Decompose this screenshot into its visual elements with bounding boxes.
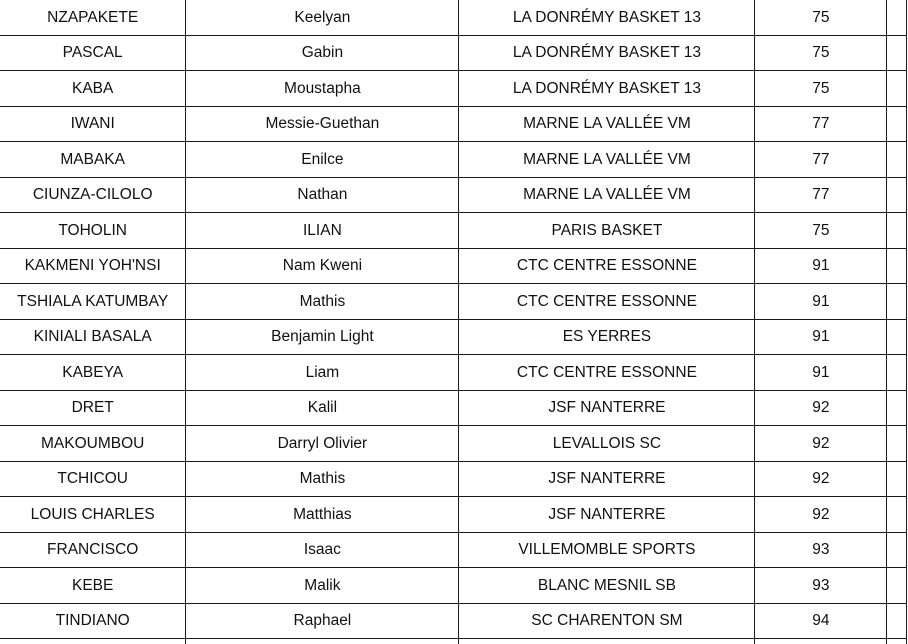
department-cell: 92 bbox=[755, 461, 887, 497]
edge-cell bbox=[887, 284, 907, 320]
edge-cell bbox=[887, 497, 907, 533]
last-name-cell: IWANI bbox=[0, 106, 186, 142]
last-name-cell: KABEYA bbox=[0, 355, 186, 391]
club-cell: MARNE LA VALLÉE VM bbox=[459, 142, 755, 178]
table-row bbox=[0, 461, 907, 497]
edge-cell bbox=[887, 355, 907, 391]
club-cell: CTC CENTRE ESSONNE bbox=[459, 284, 755, 320]
last-name-cell: MABAKA bbox=[0, 142, 186, 178]
club-cell: MARNE LA VALLÉE VM bbox=[459, 177, 755, 213]
department-cell: 93 bbox=[755, 532, 887, 568]
table-row bbox=[0, 568, 907, 604]
club-cell: LA DONRÉMY BASKET 13 bbox=[459, 0, 755, 35]
first-name-cell: Benjamin Light bbox=[186, 319, 459, 355]
edge-cell bbox=[887, 390, 907, 426]
department-cell: 92 bbox=[755, 426, 887, 462]
table-row bbox=[0, 284, 907, 320]
first-name-cell: Kalil bbox=[186, 390, 459, 426]
table-row bbox=[0, 35, 907, 71]
table-row bbox=[0, 355, 907, 391]
edge-cell bbox=[887, 426, 907, 462]
first-name-cell: Nathan bbox=[186, 177, 459, 213]
department-cell: 93 bbox=[755, 568, 887, 604]
table-row bbox=[0, 319, 907, 355]
department-cell: 75 bbox=[755, 35, 887, 71]
edge-cell bbox=[887, 106, 907, 142]
first-name-cell: Darryl Olivier bbox=[186, 426, 459, 462]
department-cell: 92 bbox=[755, 390, 887, 426]
edge-cell bbox=[887, 35, 907, 71]
department-cell: 75 bbox=[755, 0, 887, 35]
department-cell: 77 bbox=[755, 177, 887, 213]
empty-cell bbox=[887, 639, 907, 644]
club-cell: ES YERRES bbox=[459, 319, 755, 355]
edge-cell bbox=[887, 0, 907, 35]
department-cell: 92 bbox=[755, 497, 887, 533]
table-row bbox=[0, 213, 907, 249]
club-cell: CTC CENTRE ESSONNE bbox=[459, 248, 755, 284]
first-name-cell: Moustapha bbox=[186, 71, 459, 107]
last-name-cell: KAKMENI YOH'NSI bbox=[0, 248, 186, 284]
table-row bbox=[0, 142, 907, 178]
department-cell: 91 bbox=[755, 248, 887, 284]
last-name-cell: DRET bbox=[0, 390, 186, 426]
club-cell: PARIS BASKET bbox=[459, 213, 755, 249]
department-cell: 77 bbox=[755, 142, 887, 178]
first-name-cell: Raphael bbox=[186, 603, 459, 639]
edge-cell bbox=[887, 142, 907, 178]
empty-cell bbox=[186, 639, 459, 644]
table-row bbox=[0, 248, 907, 284]
club-cell: LA DONRÉMY BASKET 13 bbox=[459, 35, 755, 71]
first-name-cell: Isaac bbox=[186, 532, 459, 568]
table-row bbox=[0, 106, 907, 142]
club-cell: LEVALLOIS SC bbox=[459, 426, 755, 462]
club-cell: CTC CENTRE ESSONNE bbox=[459, 355, 755, 391]
first-name-cell: Mathis bbox=[186, 461, 459, 497]
last-name-cell: CIUNZA-CILOLO bbox=[0, 177, 186, 213]
first-name-cell: Malik bbox=[186, 568, 459, 604]
table-row bbox=[0, 0, 907, 35]
department-cell: 75 bbox=[755, 213, 887, 249]
club-cell: MARNE LA VALLÉE VM bbox=[459, 106, 755, 142]
edge-cell bbox=[887, 213, 907, 249]
last-name-cell: LOUIS CHARLES bbox=[0, 497, 186, 533]
first-name-cell: Liam bbox=[186, 355, 459, 391]
first-name-cell: Gabin bbox=[186, 35, 459, 71]
department-cell: 94 bbox=[755, 603, 887, 639]
table-row-partial bbox=[0, 639, 907, 644]
department-cell: 77 bbox=[755, 106, 887, 142]
last-name-cell: TCHICOU bbox=[0, 461, 186, 497]
empty-cell bbox=[459, 639, 755, 644]
edge-cell bbox=[887, 461, 907, 497]
table-row bbox=[0, 497, 907, 533]
edge-cell bbox=[887, 177, 907, 213]
edge-cell bbox=[887, 71, 907, 107]
last-name-cell: TINDIANO bbox=[0, 603, 186, 639]
table-row bbox=[0, 603, 907, 639]
last-name-cell: KINIALI BASALA bbox=[0, 319, 186, 355]
first-name-cell: Matthias bbox=[186, 497, 459, 533]
department-cell: 91 bbox=[755, 319, 887, 355]
last-name-cell: TSHIALA KATUMBAY bbox=[0, 284, 186, 320]
department-cell: 75 bbox=[755, 71, 887, 107]
club-cell: JSF NANTERRE bbox=[459, 461, 755, 497]
empty-cell bbox=[755, 639, 887, 644]
table-row bbox=[0, 532, 907, 568]
club-cell: BLANC MESNIL SB bbox=[459, 568, 755, 604]
edge-cell bbox=[887, 319, 907, 355]
first-name-cell: Keelyan bbox=[186, 0, 459, 35]
table-row bbox=[0, 426, 907, 462]
edge-cell bbox=[887, 568, 907, 604]
first-name-cell: Enilce bbox=[186, 142, 459, 178]
last-name-cell: NZAPAKETE bbox=[0, 0, 186, 35]
last-name-cell: PASCAL bbox=[0, 35, 186, 71]
club-cell: VILLEMOMBLE SPORTS bbox=[459, 532, 755, 568]
edge-cell bbox=[887, 603, 907, 639]
first-name-cell: Mathis bbox=[186, 284, 459, 320]
last-name-cell: MAKOUMBOU bbox=[0, 426, 186, 462]
club-cell: LA DONRÉMY BASKET 13 bbox=[459, 71, 755, 107]
last-name-cell: FRANCISCO bbox=[0, 532, 186, 568]
edge-cell bbox=[887, 248, 907, 284]
empty-cell bbox=[0, 639, 186, 644]
first-name-cell: Messie-Guethan bbox=[186, 106, 459, 142]
department-cell: 91 bbox=[755, 355, 887, 391]
last-name-cell: KEBE bbox=[0, 568, 186, 604]
department-cell: 91 bbox=[755, 284, 887, 320]
first-name-cell: Nam Kweni bbox=[186, 248, 459, 284]
club-cell: SC CHARENTON SM bbox=[459, 603, 755, 639]
last-name-cell: KABA bbox=[0, 71, 186, 107]
club-cell: JSF NANTERRE bbox=[459, 497, 755, 533]
club-cell: JSF NANTERRE bbox=[459, 390, 755, 426]
table-row bbox=[0, 390, 907, 426]
table-row bbox=[0, 71, 907, 107]
table-row bbox=[0, 177, 907, 213]
edge-cell bbox=[887, 532, 907, 568]
first-name-cell: ILIAN bbox=[186, 213, 459, 249]
last-name-cell: TOHOLIN bbox=[0, 213, 186, 249]
